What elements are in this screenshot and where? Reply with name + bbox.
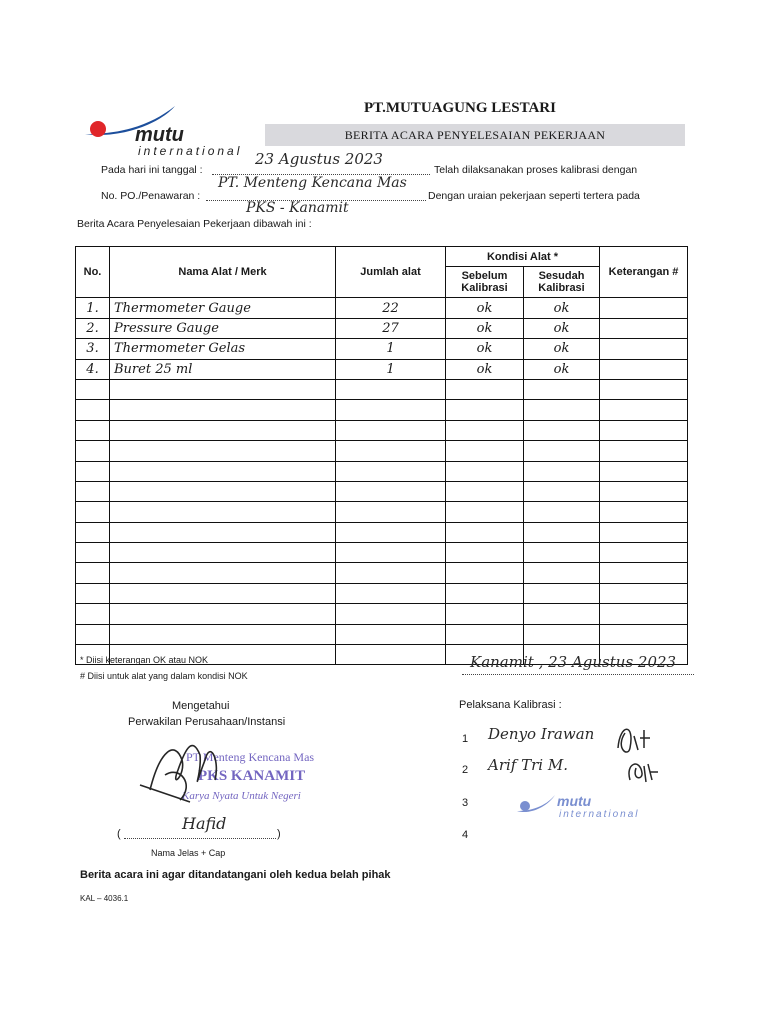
cell-sebelum	[446, 379, 524, 399]
cell-no: 1.	[76, 298, 110, 318]
cell-jumlah	[336, 563, 446, 583]
cell-ket	[600, 624, 688, 644]
cell-ket	[600, 563, 688, 583]
cell-sesudah	[524, 461, 600, 481]
company-name: PT.MUTUAGUNG LESTARI	[364, 100, 556, 116]
name-close-paren: )	[277, 828, 281, 840]
cell-sebelum	[446, 563, 524, 583]
cell-sesudah	[524, 379, 600, 399]
cell-sesudah: ok	[524, 359, 600, 379]
cell-ket	[600, 420, 688, 440]
cell-nama	[110, 563, 336, 583]
cell-ket	[600, 461, 688, 481]
cell-sebelum	[446, 481, 524, 501]
cell-sesudah	[524, 583, 600, 603]
cell-sesudah: ok	[524, 298, 600, 318]
left-signature-icon	[130, 730, 340, 830]
table-row	[76, 502, 688, 522]
table-row	[76, 339, 688, 359]
note-ok-nok: * Diisi keterangan OK atau NOK	[80, 655, 209, 665]
cell-ket	[600, 441, 688, 461]
pelaksana-name: Denyo Irawan	[488, 725, 595, 743]
cell-ket	[600, 379, 688, 399]
cell-no: 4.	[76, 359, 110, 379]
cell-jumlah	[336, 379, 446, 399]
pelaksana-name: Arif Tri M.	[488, 756, 568, 774]
cell-sebelum	[446, 461, 524, 481]
cell-no	[76, 400, 110, 420]
table-row	[76, 481, 688, 501]
cell-jumlah	[336, 481, 446, 501]
cell-nama	[110, 461, 336, 481]
cell-jumlah: 27	[336, 318, 446, 338]
cell-sesudah	[524, 604, 600, 624]
cell-jumlah	[336, 645, 446, 665]
cell-sesudah	[524, 543, 600, 563]
table-row	[76, 318, 688, 338]
cell-nama	[110, 420, 336, 440]
cell-nama: Buret 25 ml	[110, 359, 336, 379]
mutu-logo	[80, 104, 260, 164]
po-value-2: PKS - Kanamit	[246, 200, 349, 216]
cell-nama	[110, 522, 336, 542]
po-label: No. PO./Penawaran :	[101, 190, 201, 202]
cell-nama	[110, 379, 336, 399]
right-logo-sub: international	[559, 809, 640, 820]
col-header-sesudah: Sesudah Kalibrasi	[524, 267, 600, 298]
cell-jumlah	[336, 543, 446, 563]
col-header-kondisi: Kondisi Alat *	[446, 247, 600, 267]
form-code: KAL – 4036.1	[80, 894, 129, 903]
table-row	[76, 400, 688, 420]
document-title: BERITA ACARA PENYELESAIAN PEKERJAAN	[265, 124, 685, 146]
cell-nama	[110, 502, 336, 522]
cell-jumlah	[336, 583, 446, 603]
cell-ket	[600, 522, 688, 542]
pelaksana-label: Pelaksana Kalibrasi :	[459, 699, 562, 711]
pelaksana-number: 4	[462, 829, 469, 841]
cell-sesudah: ok	[524, 318, 600, 338]
cell-sebelum	[446, 400, 524, 420]
logo-word: mutu	[135, 124, 184, 146]
cell-sesudah	[524, 481, 600, 501]
cell-ket	[600, 502, 688, 522]
cell-jumlah: 1	[336, 339, 446, 359]
date-value: 23 Agustus 2023	[255, 150, 383, 168]
po-suffix: Dengan uraian pekerjaan seperti tertera pada	[428, 190, 640, 202]
table-row	[76, 604, 688, 624]
col-header-sebelum: Sebelum Kalibrasi	[446, 267, 524, 298]
cell-sesudah	[524, 502, 600, 522]
cell-ket	[600, 604, 688, 624]
name-open-paren: (	[117, 828, 121, 840]
cell-no	[76, 583, 110, 603]
table-row	[76, 583, 688, 603]
cell-no: 3.	[76, 339, 110, 359]
cell-nama	[110, 543, 336, 563]
cell-nama	[110, 624, 336, 644]
table-row	[76, 461, 688, 481]
col-header-jumlah: Jumlah alat	[336, 247, 446, 298]
cell-nama: Pressure Gauge	[110, 318, 336, 338]
cell-ket	[600, 481, 688, 501]
stamp-line-3: Karya Nyata Untuk Negeri	[182, 790, 301, 802]
cell-sebelum: ok	[446, 339, 524, 359]
cell-no	[76, 604, 110, 624]
cell-sesudah	[524, 522, 600, 542]
table-row	[76, 624, 688, 644]
cell-jumlah: 1	[336, 359, 446, 379]
cell-sesudah	[524, 400, 600, 420]
intro-line-3: Berita Acara Penyelesaian Pekerjaan dibawah ini :	[77, 218, 312, 230]
cell-sebelum	[446, 522, 524, 542]
cell-jumlah	[336, 522, 446, 542]
cell-jumlah	[336, 502, 446, 522]
cell-jumlah	[336, 420, 446, 440]
cell-jumlah	[336, 441, 446, 461]
cell-sebelum	[446, 543, 524, 563]
date-suffix: Telah dilaksanakan proses kalibrasi dengan	[434, 164, 638, 176]
perwakilan-label: Perwakilan Perusahaan/Instansi	[128, 716, 286, 728]
cell-ket	[600, 298, 688, 318]
cell-sesudah: ok	[524, 339, 600, 359]
cell-sebelum	[446, 624, 524, 644]
cell-nama	[110, 481, 336, 501]
cell-ket	[600, 318, 688, 338]
name-caption: Nama Jelas + Cap	[151, 848, 226, 858]
table-row	[76, 298, 688, 318]
stamp-line-2: PKS KANAMIT	[198, 768, 306, 784]
cell-jumlah: 22	[336, 298, 446, 318]
cell-no	[76, 543, 110, 563]
cell-no: 2.	[76, 318, 110, 338]
cell-ket	[600, 400, 688, 420]
cell-no	[76, 522, 110, 542]
col-header-no: No.	[76, 247, 110, 298]
cell-no	[76, 441, 110, 461]
cell-sesudah	[524, 624, 600, 644]
table-row	[76, 522, 688, 542]
cell-sebelum: ok	[446, 298, 524, 318]
cell-jumlah	[336, 461, 446, 481]
col-header-keterangan: Keterangan #	[600, 247, 688, 298]
cell-ket	[600, 359, 688, 379]
cell-sesudah	[524, 420, 600, 440]
cell-nama	[110, 441, 336, 461]
footer-statement: Berita acara ini agar ditandatangani oleh kedua belah pihak	[80, 869, 391, 881]
po-value: PT. Menteng Kencana Mas	[218, 175, 407, 191]
col-header-nama: Nama Alat / Merk	[110, 247, 336, 298]
cell-jumlah	[336, 400, 446, 420]
cell-nama	[110, 583, 336, 603]
cell-sebelum	[446, 441, 524, 461]
right-signatures-icon	[610, 718, 690, 788]
pelaksana-number: 1	[462, 733, 469, 745]
equipment-table	[75, 246, 688, 665]
note-nok: # Diisi untuk alat yang dalam kondisi NOK	[80, 671, 248, 681]
table-row	[76, 359, 688, 379]
pelaksana-number: 3	[462, 797, 469, 809]
table-row	[76, 543, 688, 563]
cell-sesudah	[524, 441, 600, 461]
cell-no	[76, 481, 110, 501]
cell-sebelum	[446, 604, 524, 624]
table-row	[76, 379, 688, 399]
right-mutu-logo	[515, 793, 665, 823]
cell-nama: Thermometer Gelas	[110, 339, 336, 359]
table-body	[76, 298, 688, 665]
cell-sebelum: ok	[446, 318, 524, 338]
company-stamp	[130, 730, 340, 830]
pelaksana-number: 2	[462, 764, 469, 776]
cell-sebelum	[446, 420, 524, 440]
cell-sebelum	[446, 502, 524, 522]
cell-jumlah	[336, 624, 446, 644]
cell-ket	[600, 543, 688, 563]
cell-sebelum	[446, 583, 524, 603]
cell-sesudah	[524, 563, 600, 583]
logo-sub: international	[138, 144, 243, 158]
date-label: Pada hari ini tanggal :	[101, 164, 203, 176]
mengetahui-label: Mengetahui	[172, 700, 230, 712]
stamp-line-1: PT Menteng Kencana Mas	[186, 750, 315, 764]
table-row	[76, 441, 688, 461]
cell-nama	[110, 604, 336, 624]
place-date-dots	[462, 672, 694, 675]
cell-jumlah	[336, 604, 446, 624]
cell-ket	[600, 339, 688, 359]
cell-no	[76, 502, 110, 522]
cell-no	[76, 624, 110, 644]
place-date: Kanamit , 23 Agustus 2023	[470, 653, 677, 671]
cell-ket	[600, 583, 688, 603]
cell-nama	[110, 400, 336, 420]
cell-no	[76, 563, 110, 583]
table-row	[76, 420, 688, 440]
left-signer-name: Hafid	[182, 814, 227, 833]
cell-no	[76, 379, 110, 399]
cell-sebelum: ok	[446, 359, 524, 379]
right-logo-word: mutu	[557, 793, 592, 809]
cell-no	[76, 461, 110, 481]
cell-nama: Thermometer Gauge	[110, 298, 336, 318]
table-row	[76, 563, 688, 583]
cell-no	[76, 420, 110, 440]
